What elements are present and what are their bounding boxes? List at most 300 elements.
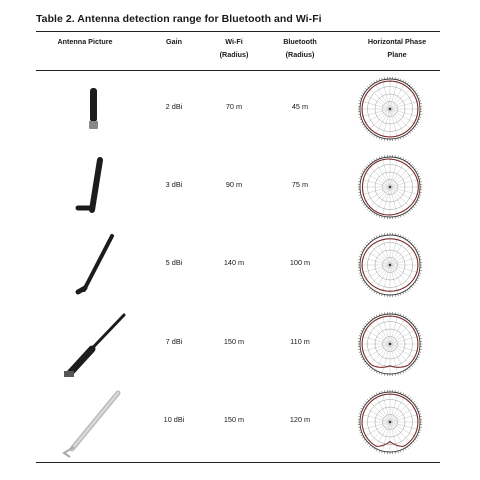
polar-tick: [400, 79, 401, 81]
polar-tick: [407, 212, 408, 214]
polar-tick: [400, 392, 401, 394]
table-row: [36, 385, 440, 461]
polar-tick: [364, 282, 366, 283]
polar-tick: [418, 333, 420, 334]
polar-tick: [372, 212, 373, 214]
polar-center: [389, 343, 391, 345]
polar-tick: [362, 124, 364, 125]
polar-tick: [372, 396, 373, 398]
horizontal-phase-plane-plot: [350, 308, 430, 380]
polar-tick: [418, 176, 420, 177]
polar-tick: [407, 134, 408, 136]
polar-tick: [376, 214, 377, 216]
polar-center: [389, 264, 391, 266]
polar-tick: [405, 237, 406, 239]
polar-tick: [418, 98, 420, 99]
polar-tick: [403, 292, 404, 294]
polar-tick: [411, 86, 413, 88]
polar-tick: [411, 242, 413, 244]
polar-tick: [360, 176, 362, 177]
polar-tick: [361, 357, 363, 358]
polar-tick: [369, 84, 370, 86]
bluetooth-radius-cell: 45 m: [291, 102, 309, 111]
polar-tick: [362, 93, 364, 94]
polar-tick: [407, 239, 408, 241]
polar-spoke: [361, 179, 390, 187]
polar-tick: [400, 293, 401, 295]
polar-tick: [403, 371, 404, 373]
polar-tick: [409, 397, 410, 399]
polar-tick: [405, 213, 406, 215]
polar-tick: [403, 393, 404, 395]
polar-tick: [367, 399, 369, 401]
antenna-picture: [54, 74, 134, 146]
polar-tick: [364, 126, 366, 127]
polar-tick: [415, 247, 417, 248]
polar-tick: [367, 164, 369, 166]
polar-tick: [360, 275, 362, 276]
polar-tick: [417, 357, 419, 358]
polar-tick: [372, 83, 373, 85]
polar-tick: [409, 132, 410, 134]
polar-tick: [369, 288, 370, 290]
polar-tick: [376, 449, 377, 451]
wifi-radius-cell: 140 m: [223, 258, 245, 267]
polar-tick: [405, 81, 406, 83]
bluetooth-radius-cell: 110 m: [290, 337, 310, 346]
polar-tick: [360, 333, 362, 334]
horizontal-phase-plane-plot: [350, 386, 430, 458]
polar-tick: [367, 86, 369, 88]
polar-spoke: [361, 101, 390, 109]
polar-tick: [415, 282, 417, 283]
polar-tick: [411, 208, 413, 210]
antenna-picture: [54, 230, 134, 302]
polar-tick: [374, 291, 375, 293]
polar-plot-svg: [350, 386, 430, 458]
polar-tick: [360, 197, 362, 198]
header-gain: Gain: [166, 37, 182, 46]
antenna-base: [64, 447, 74, 457]
table-row: [36, 307, 440, 383]
polar-spoke: [361, 257, 390, 265]
polar-spoke: [390, 344, 398, 373]
polar-tick: [365, 441, 367, 442]
polar-tick: [361, 200, 363, 201]
polar-tick: [367, 321, 369, 323]
antenna-whip: [92, 160, 100, 210]
polar-tick: [415, 169, 417, 170]
polar-tick: [369, 132, 370, 134]
polar-tick: [416, 93, 418, 94]
polar-spoke: [390, 422, 419, 430]
polar-plot-svg: [350, 229, 430, 301]
polar-tick: [362, 202, 364, 203]
gain-cell: 10 dBi: [163, 415, 185, 424]
polar-tick: [417, 173, 419, 174]
polar-spoke: [390, 158, 398, 187]
polar-tick: [416, 171, 418, 172]
antenna-range-table: [36, 31, 440, 463]
polar-plot-svg: [350, 308, 430, 380]
polar-tick: [417, 122, 419, 123]
polar-tick: [374, 370, 375, 372]
polar-tick: [364, 91, 366, 92]
polar-tick: [416, 328, 418, 329]
polar-tick: [374, 394, 375, 396]
antenna-image: [54, 230, 134, 302]
polar-tick: [360, 98, 362, 99]
polar-tick: [369, 319, 370, 321]
polar-tick: [405, 291, 406, 293]
polar-tick: [365, 284, 367, 285]
polar-center: [389, 186, 391, 188]
horizontal-phase-plane-plot: [350, 73, 430, 145]
polar-tick: [361, 173, 363, 174]
polar-tick: [413, 441, 415, 442]
polar-tick: [417, 251, 419, 252]
polar-tick: [418, 354, 420, 355]
polar-tick: [415, 439, 417, 440]
polar-spoke: [390, 109, 398, 138]
wifi-radius-cell: 90 m: [225, 180, 243, 189]
polar-tick: [413, 323, 415, 324]
polar-tick: [379, 314, 380, 316]
polar-tick: [400, 157, 401, 159]
polar-tick: [365, 323, 367, 324]
polar-tick: [400, 314, 401, 316]
polar-tick: [413, 244, 415, 245]
polar-tick: [413, 128, 415, 129]
polar-tick: [362, 359, 364, 360]
polar-tick: [407, 396, 408, 398]
polar-tick: [369, 397, 370, 399]
polar-tick: [379, 293, 380, 295]
polar-tick: [405, 316, 406, 318]
polar-tick: [409, 319, 410, 321]
header-antenna-picture: Antenna Picture: [57, 37, 113, 46]
polar-tick: [372, 369, 373, 371]
polar-tick: [364, 247, 366, 248]
header-phase-title: Horizontal Phase: [367, 37, 427, 46]
polar-tick: [361, 95, 363, 96]
antenna-whip: [90, 88, 97, 122]
polar-tick: [374, 237, 375, 239]
polar-tick: [365, 363, 367, 364]
polar-tick: [415, 361, 417, 362]
polar-tick: [376, 393, 377, 395]
polar-tick: [367, 130, 369, 132]
polar-tick: [418, 119, 420, 120]
polar-tick: [360, 119, 362, 120]
polar-tick: [416, 359, 418, 360]
polar-tick: [416, 124, 418, 125]
polar-tick: [403, 214, 404, 216]
wifi-radius-cell: 70 m: [225, 102, 243, 111]
polar-tick: [407, 161, 408, 163]
polar-tick: [372, 161, 373, 163]
polar-spoke: [382, 80, 390, 109]
polar-tick: [362, 280, 364, 281]
polar-tick: [369, 210, 370, 212]
polar-tick: [405, 448, 406, 450]
polar-tick: [361, 251, 363, 252]
polar-tick: [374, 213, 375, 215]
polar-tick: [362, 406, 364, 407]
polar-tick: [409, 84, 410, 86]
polar-tick: [415, 404, 417, 405]
polar-tick: [364, 439, 366, 440]
polar-tick: [413, 284, 415, 285]
table-caption: Table 2. Antenna detection range for Bluetooth and Wi-Fi: [36, 13, 322, 25]
polar-tick: [418, 411, 420, 412]
polar-spoke: [382, 422, 390, 451]
polar-tick: [416, 280, 418, 281]
polar-tick: [417, 435, 419, 436]
polar-tick: [365, 88, 367, 89]
polar-tick: [405, 394, 406, 396]
polar-center: [389, 108, 391, 110]
polar-tick: [374, 81, 375, 83]
header-wifi-sub: (Radius): [219, 49, 249, 59]
polar-tick: [416, 202, 418, 203]
polar-spoke: [390, 109, 419, 117]
table-row: [36, 150, 440, 226]
polar-tick: [365, 166, 367, 167]
polar-tick: [372, 318, 373, 320]
polar-tick: [400, 235, 401, 237]
header-wifi: [206, 36, 262, 61]
polar-tick: [403, 449, 404, 451]
polar-tick: [379, 215, 380, 217]
polar-tick: [374, 159, 375, 161]
polar-tick: [403, 158, 404, 160]
polar-tick: [379, 392, 380, 394]
polar-tick: [415, 204, 417, 205]
antenna-image: [54, 387, 134, 459]
header-horizontal-phase-plane: [351, 36, 443, 61]
polar-spoke: [390, 80, 398, 109]
polar-tick: [411, 399, 413, 401]
polar-tick: [403, 315, 404, 317]
polar-spoke: [390, 265, 398, 294]
header-bluetooth-sub: (Radius): [285, 49, 315, 59]
polar-tick: [364, 204, 366, 205]
polar-tick: [361, 122, 363, 123]
polar-spoke: [382, 187, 390, 216]
polar-spoke: [382, 344, 390, 373]
polar-tick: [405, 370, 406, 372]
polar-tick: [418, 254, 420, 255]
polar-spoke: [382, 315, 390, 344]
polar-plot-svg: [350, 151, 430, 223]
polar-tick: [415, 126, 417, 127]
polar-tick: [364, 169, 366, 170]
polar-tick: [361, 278, 363, 279]
polar-tick: [360, 354, 362, 355]
polar-tick: [418, 197, 420, 198]
polar-tick: [365, 401, 367, 402]
polar-tick: [417, 278, 419, 279]
polar-tick: [418, 432, 420, 433]
polar-tick: [415, 326, 417, 327]
polar-tick: [415, 91, 417, 92]
polar-tick: [400, 372, 401, 374]
horizontal-phase-plane-plot: [350, 151, 430, 223]
gain-cell: 3 dBi: [165, 180, 183, 189]
polar-tick: [361, 408, 363, 409]
polar-tick: [416, 437, 418, 438]
polar-tick: [365, 244, 367, 245]
polar-tick: [411, 130, 413, 132]
polar-tick: [409, 162, 410, 164]
polar-tick: [374, 135, 375, 137]
polar-tick: [376, 315, 377, 317]
antenna-image: [54, 152, 134, 224]
antenna-whip: [84, 236, 112, 290]
polar-tick: [416, 249, 418, 250]
polar-tick: [369, 240, 370, 242]
polar-tick: [376, 80, 377, 82]
header-bluetooth-title: Bluetooth: [283, 37, 317, 46]
polar-tick: [405, 159, 406, 161]
polar-tick: [413, 88, 415, 89]
polar-tick: [360, 411, 362, 412]
polar-tick: [376, 371, 377, 373]
antenna-sleeve: [70, 349, 92, 373]
polar-tick: [367, 208, 369, 210]
polar-spoke: [390, 187, 398, 216]
polar-tick: [407, 318, 408, 320]
polar-tick: [411, 443, 413, 445]
polar-spoke: [361, 344, 390, 352]
polar-spoke: [390, 414, 419, 422]
polar-spoke: [361, 336, 390, 344]
polar-tick: [376, 158, 377, 160]
header-wifi-title: Wi-Fi: [225, 37, 243, 46]
polar-tick: [400, 450, 401, 452]
polar-tick: [411, 164, 413, 166]
polar-spoke: [361, 422, 390, 430]
polar-tick: [413, 166, 415, 167]
polar-tick: [407, 447, 408, 449]
polar-tick: [364, 361, 366, 362]
polar-spoke: [390, 315, 398, 344]
polar-tick: [364, 326, 366, 327]
antenna-connector: [64, 371, 74, 377]
polar-tick: [416, 406, 418, 407]
antenna-picture: [54, 387, 134, 459]
antenna-picture: [54, 152, 134, 224]
wifi-radius-cell: 150 m: [223, 415, 245, 424]
polar-tick: [379, 450, 380, 452]
polar-spoke: [390, 336, 419, 344]
polar-tick: [409, 367, 410, 369]
polar-tick: [379, 157, 380, 159]
polar-spoke: [390, 179, 419, 187]
polar-tick: [403, 136, 404, 138]
polar-tick: [403, 80, 404, 82]
polar-center: [389, 421, 391, 423]
wifi-radius-cell: 150 m: [223, 337, 245, 346]
polar-tick: [362, 437, 364, 438]
polar-tick: [362, 171, 364, 172]
polar-tick: [413, 206, 415, 207]
polar-tick: [361, 435, 363, 436]
polar-tick: [379, 372, 380, 374]
polar-tick: [407, 290, 408, 292]
bluetooth-radius-cell: 75 m: [291, 180, 309, 189]
polar-tick: [403, 236, 404, 238]
polar-tick: [369, 445, 370, 447]
polar-tick: [417, 408, 419, 409]
polar-spoke: [361, 187, 390, 195]
polar-tick: [372, 447, 373, 449]
antenna-base: [78, 288, 85, 292]
polar-tick: [362, 328, 364, 329]
polar-tick: [400, 215, 401, 217]
polar-spoke: [382, 158, 390, 187]
polar-tick: [400, 137, 401, 139]
antenna-whip-highlight: [72, 393, 118, 449]
antenna-image: [54, 309, 134, 381]
antenna-image: [54, 74, 134, 146]
polar-spoke: [390, 344, 419, 352]
polar-tick: [372, 239, 373, 241]
polar-spoke: [390, 101, 419, 109]
polar-tick: [365, 128, 367, 129]
polar-tick: [411, 286, 413, 288]
polar-tick: [411, 365, 413, 367]
polar-spoke: [361, 265, 390, 273]
polar-tick: [417, 330, 419, 331]
table-row: [36, 228, 440, 304]
polar-tick: [376, 136, 377, 138]
polar-spoke: [382, 265, 390, 294]
polar-plot-svg: [350, 73, 430, 145]
gain-cell: 2 dBi: [165, 102, 183, 111]
polar-tick: [367, 365, 369, 367]
polar-tick: [369, 162, 370, 164]
bluetooth-radius-cell: 120 m: [289, 415, 311, 424]
polar-spoke: [361, 414, 390, 422]
polar-spoke: [390, 393, 398, 422]
polar-tick: [362, 249, 364, 250]
gain-cell: 7 dBi: [165, 337, 183, 346]
polar-tick: [407, 369, 408, 371]
polar-spoke: [361, 109, 390, 117]
polar-spoke: [382, 393, 390, 422]
polar-tick: [409, 210, 410, 212]
polar-tick: [374, 316, 375, 318]
gain-cell: 5 dBi: [165, 258, 183, 267]
polar-tick: [361, 330, 363, 331]
polar-tick: [367, 286, 369, 288]
polar-spoke: [390, 257, 419, 265]
polar-tick: [372, 290, 373, 292]
polar-tick: [405, 135, 406, 137]
bluetooth-radius-cell: 100 m: [289, 258, 311, 267]
polar-tick: [372, 134, 373, 136]
polar-tick: [409, 288, 410, 290]
polar-tick: [417, 95, 419, 96]
polar-tick: [365, 206, 367, 207]
polar-spoke: [390, 187, 419, 195]
polar-tick: [376, 236, 377, 238]
polar-tick: [379, 235, 380, 237]
polar-tick: [413, 401, 415, 402]
polar-tick: [360, 432, 362, 433]
